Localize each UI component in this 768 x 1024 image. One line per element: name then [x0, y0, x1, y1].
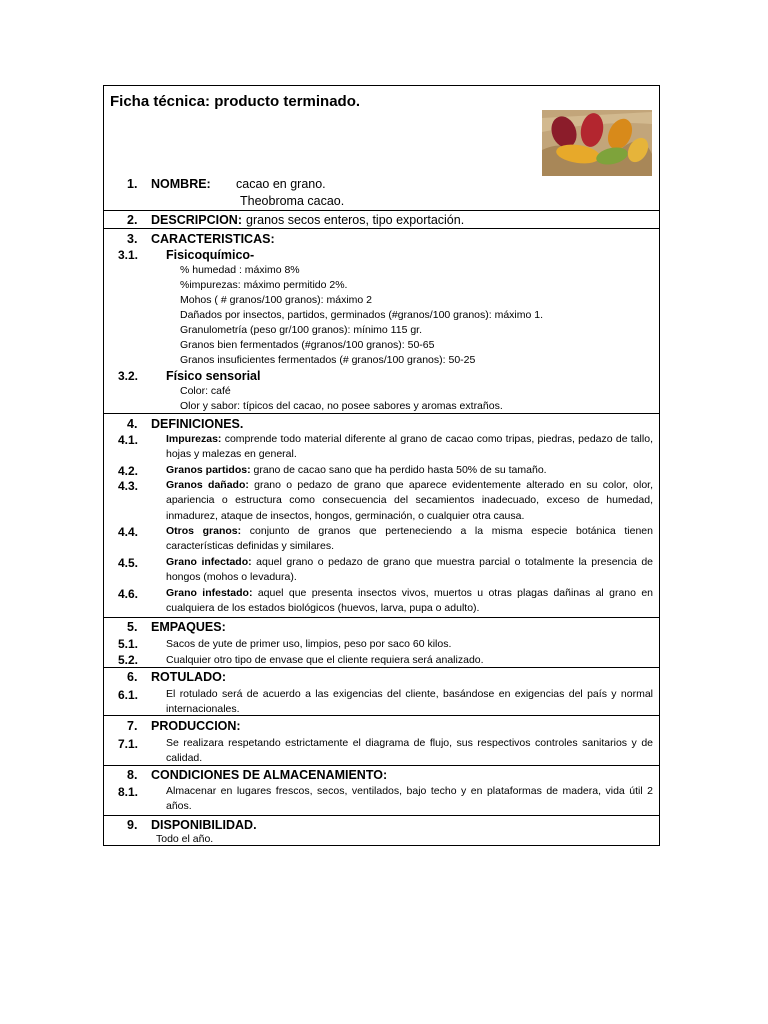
- section-number: 5.: [127, 620, 138, 634]
- rotulado-text: El rotulado será de acuerdo a las exigencias del cliente, basándose en exigencias del país y normal internacionales.: [166, 688, 653, 716]
- definition-number: 4.6.: [118, 587, 139, 601]
- definition-term: Granos dañado:: [166, 479, 249, 491]
- section-number: 2.: [127, 213, 138, 227]
- fisico-item: Dañados por insectos, partidos, germinados (#granos/100 granos): máximo 1.: [180, 309, 544, 321]
- definition-item: [166, 463, 653, 478]
- section-header-nombre: [104, 86, 659, 211]
- section-descripcion: [104, 211, 659, 229]
- subsection-number: 3.1.: [118, 248, 139, 262]
- subsection-number: 3.2.: [118, 369, 139, 383]
- technical-sheet: [103, 85, 660, 846]
- definition-item: [166, 432, 653, 463]
- definition-text: conjunto de granos que perteneciendo a la misma especie botánica tienen características definidas y similares.: [166, 525, 653, 553]
- definition-term: Granos partidos:: [166, 464, 251, 476]
- definition-item: [166, 586, 653, 617]
- empaque-item: Sacos de yute de primer uso, limpios, peso por saco 60 kilos.: [166, 638, 452, 650]
- definition-number: 4.3.: [118, 479, 139, 493]
- definition-number: 4.5.: [118, 556, 139, 570]
- fisico-item: % humedad : máximo 8%: [180, 264, 300, 276]
- item-number: 8.1.: [118, 785, 139, 799]
- product-name: cacao en grano.: [236, 177, 326, 191]
- section-number: 6.: [127, 670, 138, 684]
- section-number: 8.: [127, 768, 138, 782]
- item-number: 6.1.: [118, 688, 139, 702]
- section-label: EMPAQUES:: [151, 620, 226, 634]
- definition-term: Impurezas:: [166, 433, 222, 445]
- definition-text: aquel grano o pedazo de grano que muestra parcial o totalmente la presencia de hongos (mohos o levadura).: [166, 556, 653, 584]
- definition-term: Grano infectado:: [166, 556, 252, 568]
- section-label: CARACTERISTICAS:: [151, 232, 275, 246]
- disponibilidad-value: Todo el año.: [156, 833, 214, 845]
- item-number: 5.2.: [118, 653, 139, 667]
- definition-item: [166, 524, 653, 555]
- section-rotulado: [104, 668, 659, 716]
- empaque-item: Cualquier otro tipo de envase que el cliente requiera será analizado.: [166, 654, 484, 666]
- subsection-label: Fisicoquímico-: [166, 248, 255, 262]
- section-number: 4.: [127, 417, 138, 431]
- section-disponibilidad: [104, 816, 659, 845]
- section-caracteristicas: [104, 229, 659, 414]
- section-label: PRODUCCION:: [151, 719, 241, 733]
- section-produccion: [104, 716, 659, 766]
- definition-text: aquel que presenta insectos vivos, muertos u otras plagas dañinas al grano en cualquiera de los estados biológicos (huevos, larva, pupa o adulto).: [166, 587, 653, 615]
- section-empaques: [104, 618, 659, 668]
- sheet-title: Ficha técnica: producto terminado.: [110, 93, 361, 110]
- section-label: NOMBRE:: [151, 177, 211, 191]
- almacenamiento-text: Almacenar en lugares frescos, secos, ventilados, bajo techo y en plataformas de madera, vida útil 2 años.: [166, 785, 653, 813]
- section-label: CONDICIONES DE ALMACENAMIENTO:: [151, 768, 388, 782]
- section-label: DEFINICIONES.: [151, 417, 244, 431]
- definition-text: grano o pedazo de grano que aparece evidentemente alterado en su color, olor, apariencia o estructura como consecuencia del secamientos inadecuado, exceso de humedad, inmadurez, ataque de insectos, hongos, germinación, o cualquier otra causa.: [166, 479, 653, 522]
- section-number: 3.: [127, 232, 138, 246]
- section-label: DISPONIBILIDAD.: [151, 818, 257, 832]
- definition-number: 4.4.: [118, 525, 139, 539]
- fisico-item: Granos bien fermentados (#granos/100 granos): 50-65: [180, 339, 435, 351]
- definition-item: [166, 555, 653, 586]
- definition-text: comprende todo material diferente al grano de cacao como tripas, piedras, pedazo de tallo, hojas y malezas en general.: [166, 433, 653, 461]
- sensorial-item: Olor y sabor: típicos del cacao, no posee sabores y aromas extraños.: [180, 400, 503, 412]
- description-value: granos secos enteros, tipo exportación.: [246, 213, 465, 227]
- definition-term: Grano infestado:: [166, 587, 253, 599]
- section-number: 1.: [127, 177, 138, 191]
- fisico-item: %impurezas: máximo permitido 2%.: [180, 279, 348, 291]
- definition-number: 4.1.: [118, 433, 139, 447]
- cacao-pods-image: [542, 110, 652, 176]
- fisico-item: Granos insuficientes fermentados (# granos/100 granos): 50-25: [180, 354, 476, 366]
- fisico-item: Granulometría (peso gr/100 granos): mínimo 115 gr.: [180, 324, 423, 336]
- section-label: ROTULADO:: [151, 670, 226, 684]
- produccion-text: Se realizara respetando estrictamente el diagrama de flujo, sus respectivos controles sanitarios y de calidad.: [166, 737, 653, 765]
- section-number: 7.: [127, 719, 138, 733]
- definition-term: Otros granos:: [166, 525, 242, 537]
- section-label: DESCRIPCION:: [151, 213, 242, 227]
- fisico-item: Mohos ( # granos/100 granos): máximo 2: [180, 294, 373, 306]
- item-number: 7.1.: [118, 737, 139, 751]
- definition-item: [166, 478, 653, 524]
- sensorial-item: Color: café: [180, 385, 231, 397]
- item-number: 5.1.: [118, 637, 139, 651]
- section-almacenamiento: [104, 766, 659, 816]
- section-definiciones: [104, 414, 659, 618]
- scientific-name: Theobroma cacao.: [240, 194, 345, 208]
- section-number: 9.: [127, 818, 138, 832]
- definition-number: 4.2.: [118, 464, 139, 478]
- definition-text: grano de cacao sano que ha perdido hasta 50% de su tamaño.: [253, 464, 547, 476]
- subsection-label: Físico sensorial: [166, 369, 261, 383]
